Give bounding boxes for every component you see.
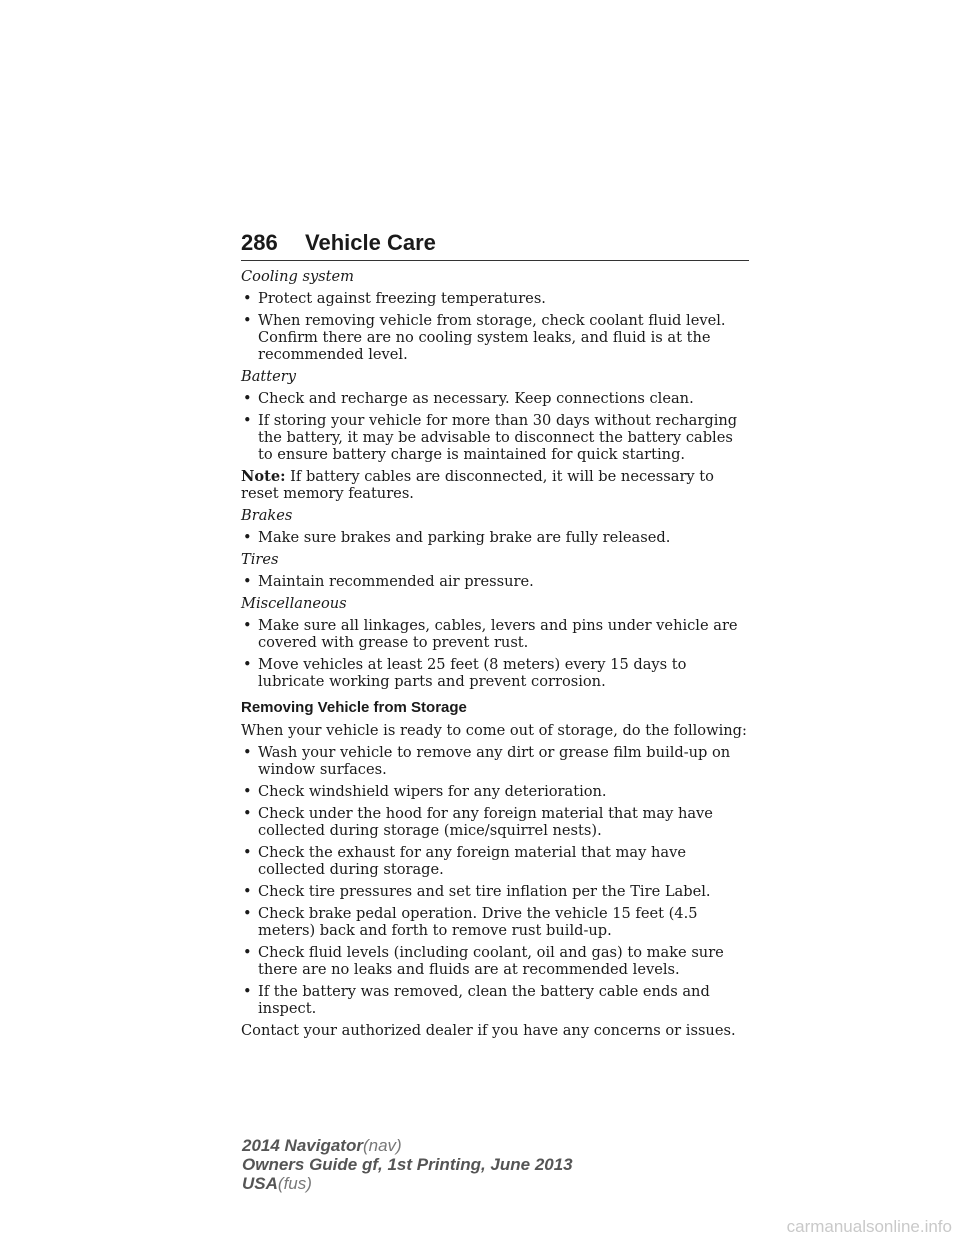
- bullet-icon: •: [243, 905, 252, 922]
- list-item: [241, 883, 751, 900]
- bullet-icon: •: [243, 783, 252, 800]
- subsection-heading: Battery: [241, 368, 297, 385]
- list-item-text: Check brake pedal operation. Drive the vehicle 15 feet (4.5 meters) back and forth to remove rust build-up.: [258, 905, 698, 939]
- list-item: [241, 983, 751, 1017]
- bullet-list: [241, 617, 751, 690]
- section-heading: Removing Vehicle from Storage: [241, 699, 467, 716]
- list-item-text: Maintain recommended air pressure.: [258, 573, 534, 590]
- bullet-icon: •: [243, 390, 252, 407]
- list-item-text: Check fluid levels (including coolant, oil and gas) to make sure there are no leaks and fluids are at recommended levels.: [258, 944, 724, 978]
- list-item: [241, 744, 751, 778]
- subsection-heading: Cooling system: [241, 268, 355, 285]
- bullet-icon: •: [243, 656, 252, 673]
- site-watermark: carmanualsonline.info: [786, 1217, 952, 1236]
- paragraph: When your vehicle is ready to come out of storage, do the following:: [241, 722, 747, 739]
- bullet-icon: •: [243, 529, 252, 546]
- list-item: [241, 390, 751, 407]
- list-item-text: Check and recharge as necessary. Keep connections clean.: [258, 390, 694, 407]
- list-item: [241, 656, 751, 690]
- list-item-text: If storing your vehicle for more than 30 days without recharging the battery, it may be advisable to disconnect the battery cables to ensure battery charge is maintained for quick starting.: [258, 412, 738, 463]
- list-item-text: If the battery was removed, clean the battery cable ends and inspect.: [258, 983, 710, 1017]
- document-footer: [242, 1136, 573, 1193]
- list-item: [241, 905, 751, 939]
- note-label: Note:: [241, 468, 286, 485]
- list-item: [241, 844, 751, 878]
- bullet-list: [241, 529, 751, 546]
- paragraph: Contact your authorized dealer if you have any concerns or issues.: [241, 1022, 736, 1039]
- list-item: [241, 290, 751, 307]
- list-item: [241, 529, 751, 546]
- bullet-list: [241, 390, 751, 463]
- footer-line-1: 2014 Navigator(nav): [242, 1136, 402, 1155]
- list-item: [241, 573, 751, 590]
- bullet-icon: •: [243, 805, 252, 822]
- page-content: [241, 268, 751, 1044]
- list-item: [241, 617, 751, 651]
- bullet-list: [241, 290, 751, 363]
- list-item-text: Wash your vehicle to remove any dirt or grease film build-up on window surfaces.: [258, 744, 731, 778]
- list-item-text: Check under the hood for any foreign material that may have collected during storage (mice/squirrel nests).: [258, 805, 713, 839]
- subsection-heading: Tires: [241, 551, 279, 568]
- bullet-icon: •: [243, 883, 252, 900]
- list-item-text: Make sure all linkages, cables, levers and pins under vehicle are covered with grease to prevent rust.: [258, 617, 738, 651]
- footer-line-3: USA(fus): [242, 1174, 312, 1193]
- bullet-icon: •: [243, 983, 252, 1000]
- list-item: [241, 312, 751, 363]
- page-header: [241, 230, 749, 261]
- list-item-text: When removing vehicle from storage, check coolant fluid level. Confirm there are no cooling system leaks, and fluid is at the recommended level.: [258, 312, 726, 363]
- bullet-icon: •: [243, 573, 252, 590]
- subsection-heading: Miscellaneous: [241, 595, 347, 612]
- bullet-icon: •: [243, 944, 252, 961]
- bullet-icon: •: [243, 412, 252, 429]
- list-item-text: Check the exhaust for any foreign material that may have collected during storage.: [258, 844, 686, 878]
- bullet-list: [241, 744, 751, 1017]
- list-item: [241, 805, 751, 839]
- footer-line-2: Owners Guide gf, 1st Printing, June 2013: [242, 1155, 573, 1174]
- bullet-icon: •: [243, 844, 252, 861]
- list-item-text: Make sure brakes and parking brake are fully released.: [258, 529, 671, 546]
- subsection-heading: Brakes: [241, 507, 293, 524]
- section-title: Vehicle Care: [305, 230, 436, 255]
- note-paragraph: [241, 468, 751, 502]
- bullet-icon: •: [243, 312, 252, 329]
- page-number: 286: [241, 230, 278, 255]
- bullet-list: [241, 573, 751, 590]
- bullet-icon: •: [243, 290, 252, 307]
- list-item: [241, 944, 751, 978]
- list-item: [241, 783, 751, 800]
- list-item-text: Protect against freezing temperatures.: [258, 290, 546, 307]
- bullet-icon: •: [243, 744, 252, 761]
- bullet-icon: •: [243, 617, 252, 634]
- list-item-text: Check windshield wipers for any deterioration.: [258, 783, 607, 800]
- list-item: [241, 412, 751, 463]
- list-item-text: Check tire pressures and set tire inflation per the Tire Label.: [258, 883, 711, 900]
- note-text: If battery cables are disconnected, it will be necessary to reset memory features.: [241, 468, 714, 502]
- list-item-text: Move vehicles at least 25 feet (8 meters) every 15 days to lubricate working parts and prevent corrosion.: [258, 656, 687, 690]
